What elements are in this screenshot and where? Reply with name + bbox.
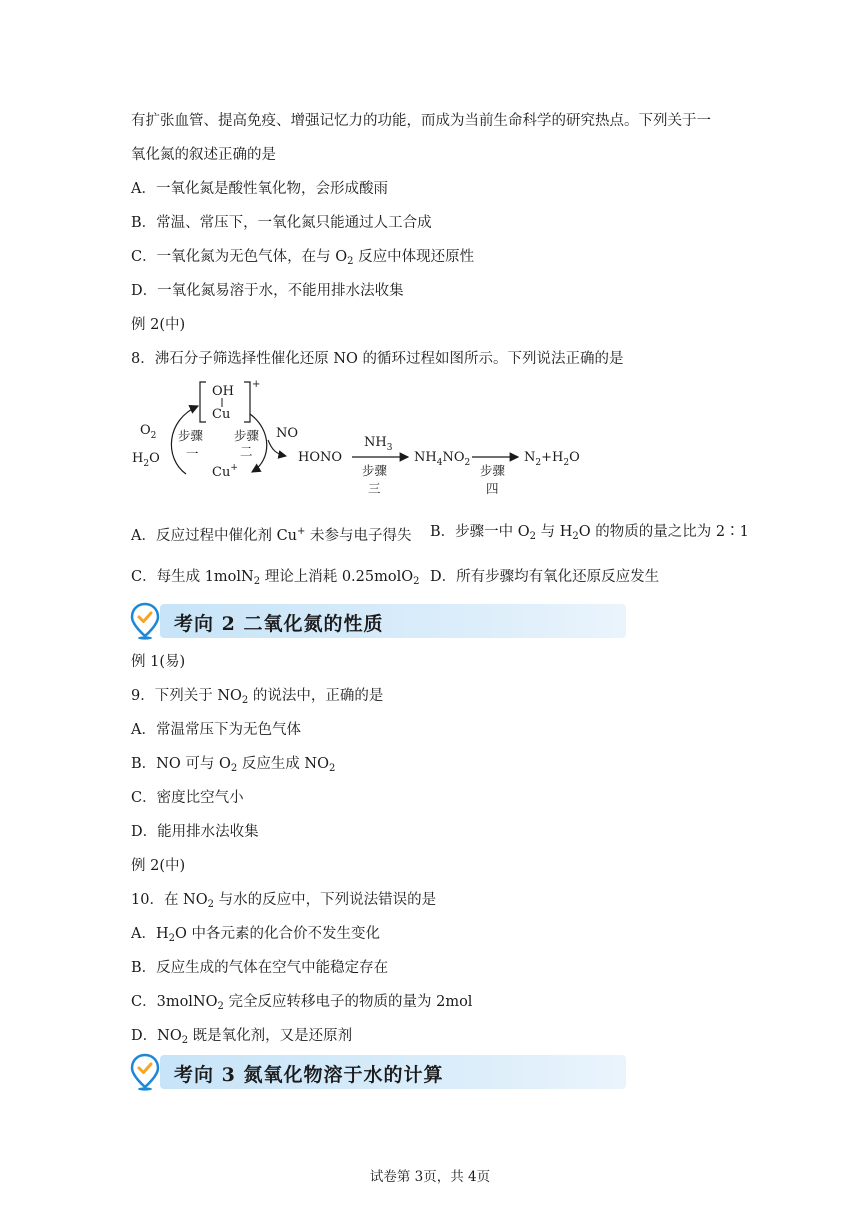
q10-option-a: A．$H_2O$ 中各元素的化合价不发生变化 xyxy=(131,926,380,944)
q10-option-b: B．反应生成的气体在空气中能稳定存在 xyxy=(131,960,389,976)
intro-line-1: 有扩张血管、提高免疫、增强记忆力的功能，而成为当前生命科学的研究热点。下列关于一 xyxy=(131,113,711,129)
q8-option-d: D．所有步骤均有氧化还原反应发生 xyxy=(430,569,660,585)
example-label-easy: 例 1(易) xyxy=(131,654,186,670)
location-pin-check-icon xyxy=(130,602,160,640)
step2-arrow xyxy=(250,414,267,472)
q7-option-d: D．一氧化氮易溶于水，不能用排水法收集 xyxy=(131,283,404,299)
q7-option-c: C．一氧化氮为无色气体，在与 $O_2$ 反应中体现还原性 xyxy=(131,249,475,267)
section-title: 考向 3 氮氧化物溶于水的计算 xyxy=(174,1064,444,1086)
step1-label-a: 步骤 xyxy=(178,428,204,443)
step2-label-a: 步骤 xyxy=(234,428,260,443)
section-header-2 xyxy=(130,602,626,640)
step4-label-b: 四 xyxy=(486,481,499,496)
section-header-3 xyxy=(130,1053,626,1091)
oh-label: OH xyxy=(212,384,234,399)
page-footer: 试卷第 3页，共 4页 xyxy=(369,1169,491,1185)
q8-option-c: C．每生成 1molN$_2$ 理论上消耗 0.25molO$_2$ xyxy=(131,569,420,587)
products-label: $N_2+H_2O$ xyxy=(524,450,580,468)
no-label: NO xyxy=(276,426,299,441)
q7-option-b: B．常温、常压下，一氧化氮只能通过人工合成 xyxy=(131,215,432,231)
q9-option-a: A．常温常压下为无色气体 xyxy=(131,722,301,738)
step4-label-a: 步骤 xyxy=(480,463,506,478)
catalytic-cycle-diagram xyxy=(128,378,598,500)
cu-label: Cu xyxy=(212,407,231,422)
example-label-mid-a: 例 2(中) xyxy=(131,317,186,333)
q8-option-a: A．反应过程中催化剂 Cu+ 未参与电子得失 xyxy=(131,526,412,544)
complex-charge: + xyxy=(252,379,261,390)
right-bracket xyxy=(244,382,250,422)
cu-plus-label: Cu+ xyxy=(212,463,238,480)
q8-stem: 8．沸石分子筛选择性催化还原 NO 的循环过程如图所示。下列说法正确的是 xyxy=(131,351,624,367)
step2-label-b: 二 xyxy=(240,444,253,459)
hono-label: HONO xyxy=(298,450,343,465)
nh3-label: $NH_3$ xyxy=(364,435,393,453)
no-branch-arrow xyxy=(268,440,286,456)
intro-line-2: 氧化氮的叙述正确的是 xyxy=(131,147,276,163)
q10-stem: 10．在 $NO_2$ 与水的反应中，下列说法错误的是 xyxy=(131,892,437,910)
nh4no2-label: $NH_4NO_2$ xyxy=(414,450,471,468)
q9-option-c: C．密度比空气小 xyxy=(131,790,244,806)
q9-option-d: D．能用排水法收集 xyxy=(131,824,259,840)
q8-option-b: B．步骤一中 $O_2$ 与 $H_2O$ 的物质的量之比为 2∶1 xyxy=(430,524,749,542)
q7-option-a: A．一氧化氮是酸性氧化物，会形成酸雨 xyxy=(131,181,388,197)
q10-option-d: D．$NO_2$ 既是氧化剂，又是还原剂 xyxy=(131,1028,353,1046)
example-label-mid-b: 例 2(中) xyxy=(131,858,186,874)
h2o-label: $H_2O$ xyxy=(132,451,160,469)
step1-label-b: 一 xyxy=(186,446,199,461)
q9-option-b: B．NO 可与 $O_2$ 反应生成 $NO_2$ xyxy=(131,756,336,774)
o2-label: $O_2$ xyxy=(140,423,157,441)
q9-stem: 9．下列关于 $NO_2$ 的说法中，正确的是 xyxy=(131,688,384,706)
step3-label-a: 步骤 xyxy=(362,463,388,478)
q10-option-c: C．3molNO$_2$ 完全反应转移电子的物质的量为 2mol xyxy=(131,994,473,1012)
section-title: 考向 2 二氧化氮的性质 xyxy=(174,613,384,635)
step3-label-b: 三 xyxy=(368,481,381,496)
left-bracket xyxy=(200,382,206,422)
location-pin-check-icon xyxy=(130,1053,160,1091)
